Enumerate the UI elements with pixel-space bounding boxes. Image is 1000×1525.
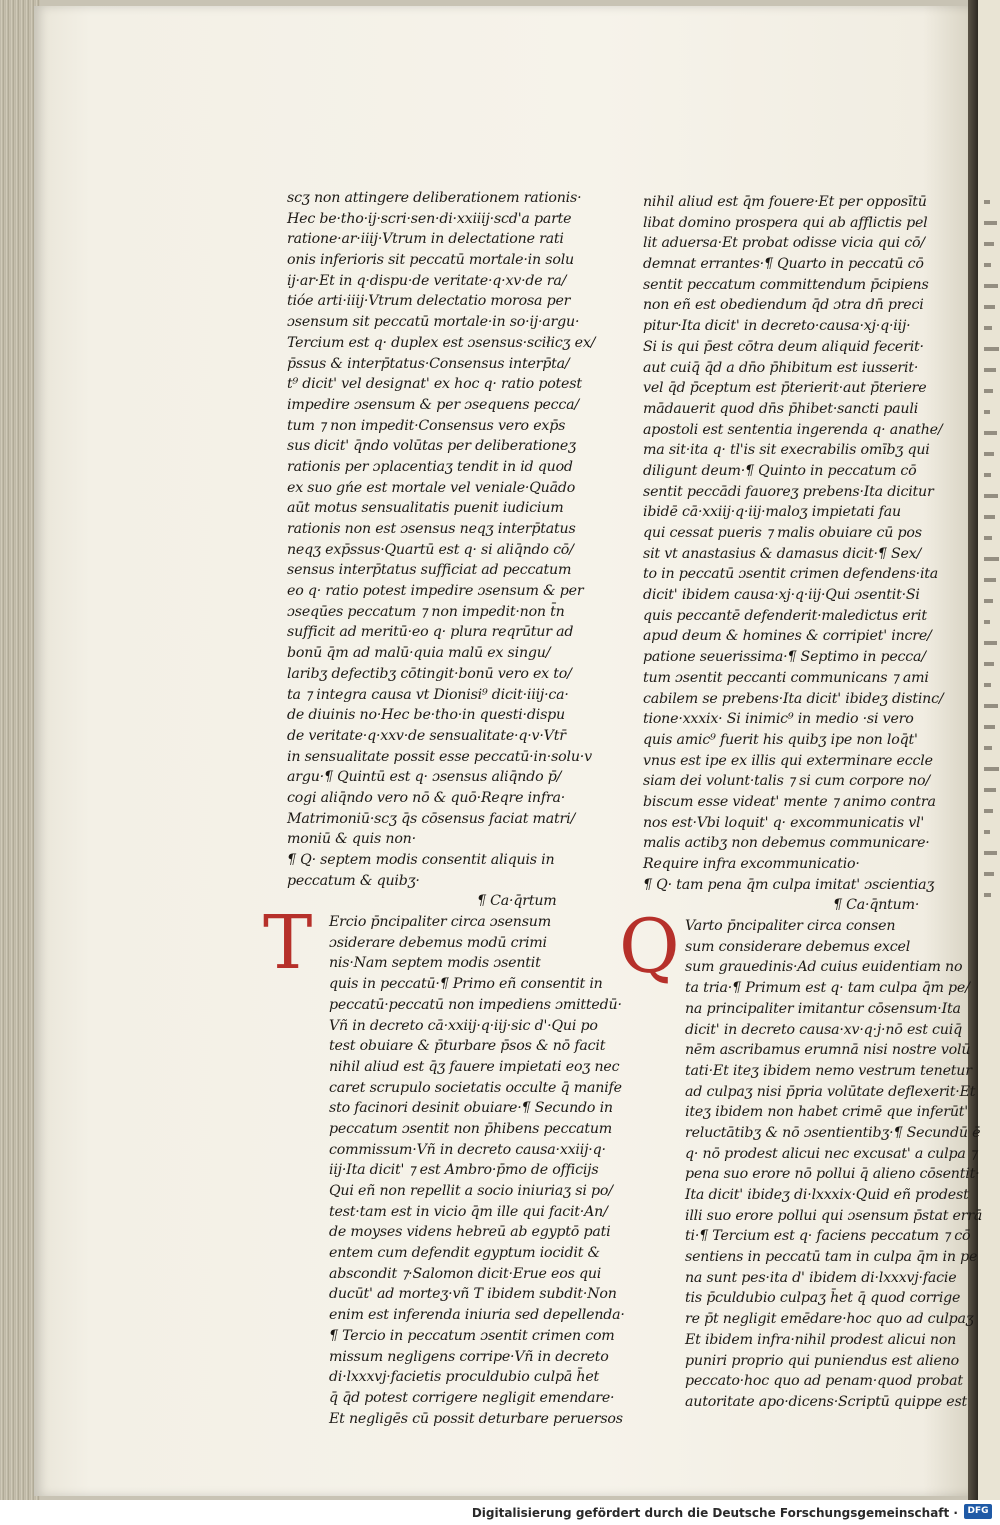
text-line: sto facinori desinit obuiare·¶ Secundo in xyxy=(329,1100,613,1117)
facing-page-text-fragment xyxy=(984,410,990,414)
text-line: ad culpaʒ nisi p̄pria volūtate deflexerit·Et xyxy=(685,1083,976,1100)
text-line: sentit peccatum committendum p̄cipiens xyxy=(643,276,929,293)
text-line: pena suo erore nō pollui q̄ alieno cōsentit· xyxy=(685,1166,980,1183)
text-line: ex suo gńe est mortale vel veniale·Quādo xyxy=(287,479,576,496)
text-line: ɔsiderare debemus modū crimi xyxy=(329,934,547,951)
text-line: dicit' in decreto causa·xv·q·j·nō est cuiq̄ xyxy=(685,1021,962,1038)
text-line: Require infra excommunicatio· xyxy=(643,856,860,872)
facing-page-text-fragment xyxy=(984,284,998,288)
text-line: q· nō prodest alicui nec excusat' a culpa ⁊ xyxy=(685,1145,977,1162)
text-line: sum grauedinis·Ad cuius euidentiam no xyxy=(685,959,963,976)
text-line: pitur·Ita dicit' in decreto·causa·xj·q·iij· xyxy=(643,318,911,335)
text-line: iij·Ita dicit' ⁊ est Ambro·p̄mo de officijs xyxy=(329,1162,599,1179)
right-column-lines xyxy=(643,192,943,895)
text-line: Qui eñ non repellit a socio iniuriaʒ si po/ xyxy=(329,1183,613,1199)
facing-page-text-fragment xyxy=(984,494,998,498)
text-line: diligunt deum·¶ Quinto in peccatum cō xyxy=(643,462,917,479)
text-line: de veritate·q·xxv·de sensualitate·q·v·Vtr̄ xyxy=(287,727,566,744)
left-text-column xyxy=(263,188,625,1429)
text-line: apud deum & homines & corripiet' incre/ xyxy=(643,628,932,645)
left-column-lines xyxy=(287,188,596,891)
dfg-logo: DFG xyxy=(964,1504,992,1519)
facing-page-text-fragment xyxy=(984,200,990,204)
text-line: tióe arti·iiij·Vtrum delectatio morosa per xyxy=(287,293,571,310)
facing-page-text-fragment xyxy=(984,893,991,897)
right-body-lines xyxy=(643,916,983,1413)
text-line: lit aduersa·Et probat odisse vicia qui cō/ xyxy=(643,235,925,252)
text-line: nos est·Vbi loquit' q· excommunicatis vl' xyxy=(643,814,925,831)
left-body-lines xyxy=(287,912,625,1429)
text-line: commissum·Vñ in decreto causa·xxiij·q· xyxy=(329,1141,606,1158)
text-line: peccato·hoc quo ad penam·quod probat xyxy=(685,1373,963,1390)
facing-page-text-fragment xyxy=(984,725,995,729)
text-line: de diuinis no·Hec be·tho·in questi·dispu xyxy=(287,707,565,724)
next-page-margin xyxy=(978,0,1000,1500)
text-line: quis in peccatū·¶ Primo eñ consentit in xyxy=(329,976,603,993)
text-line: ma sit·ita q· tl'is sit execrabilis omībʒ qui xyxy=(643,442,930,459)
text-line: p̄ssus & interp̄tatus·Consensus interp̄ta/ xyxy=(287,355,570,372)
text-line: de moyses videns hebreū ab egyptō pati xyxy=(329,1224,611,1241)
facing-page-text-fragment xyxy=(984,872,994,876)
footer-bar xyxy=(0,1500,1000,1525)
text-line: ratione·ar·iiij·Vtrum in delectatione rati xyxy=(287,231,564,248)
text-line: quis amic⁹ fuerit his quibʒ ipe non loq̄t' xyxy=(643,731,918,748)
text-line: in sensualitate possit esse peccatū·in·solu·v xyxy=(287,748,592,765)
text-line: vel q̄d p̄ceptum est p̄terierit·aut p̄teriere xyxy=(643,380,927,397)
facing-page-text-fragment xyxy=(984,431,997,435)
text-line: sentiens in peccatū tam in culpa q̄m in pe xyxy=(685,1249,978,1266)
text-line: ¶ Q· septem modis consentit aliquis in xyxy=(287,852,555,868)
text-line: ibidē cā·xxiij·q·iij·maloʒ impietati fau xyxy=(643,504,901,521)
text-line: illi suo erore pollui qui ɔsensum p̄stat errā xyxy=(685,1207,983,1224)
text-line: Si is qui p̄est cōtra deum aliquid fecerit· xyxy=(643,338,924,355)
text-line: sensus interp̄tatus sufficiat ad peccatum xyxy=(287,562,572,579)
text-line: tati·Et iteʒ ibidem nemo vestrum tenetur xyxy=(685,1062,972,1079)
text-line: ducūt' ad morteʒ·vñ T ibidem subdit·Non xyxy=(329,1286,617,1303)
text-line: tum ɔsentit peccanti communicans ⁊ ami xyxy=(643,669,929,686)
text-line: aut cuiq̄ q̄d a dn̄o p̄hibitum est iusserit· xyxy=(643,359,919,376)
text-line: ti·¶ Tercium est q· faciens peccatum ⁊ cō xyxy=(685,1228,971,1245)
text-line: tum ⁊ non impedit·Consensus vero exp̄s xyxy=(287,417,566,434)
text-line: impedire ɔsensum & per ɔsequens pecca/ xyxy=(287,396,580,413)
text-line: t⁹ dicit' vel designat' ex hoc q· ratio potest xyxy=(287,376,582,393)
text-line: nihil aliud est q̄m fouere·Et per opposītū xyxy=(643,194,927,210)
text-line: aūt motus sensualitatis puenit iudicium xyxy=(287,500,564,517)
text-line: reluctātibʒ & nō ɔsentientibʒ·¶ Secundū ē xyxy=(685,1124,981,1141)
facing-page-text-fragment xyxy=(984,221,997,225)
text-line: quis peccantē defenderit·maledictus erit xyxy=(643,607,927,624)
right-text-column xyxy=(619,192,983,1413)
text-line: Matrimoniū·scʒ q̄s cōsensus faciat matri/ xyxy=(287,810,576,827)
facing-page-text-fragment xyxy=(984,767,999,771)
text-line: autoritate apo·dicens·Scriptū quippe est xyxy=(685,1393,968,1410)
facing-page-text-fragment xyxy=(984,746,992,750)
facing-page-text-fragment xyxy=(984,536,992,540)
text-line: libat domino prospera qui ab afflictis pel xyxy=(643,214,928,231)
text-line: rationis per ɔplacentiaʒ tendit in id quod xyxy=(287,458,573,475)
text-line: test obuiare & p̄turbare p̄sos & nō facit xyxy=(329,1038,606,1055)
text-line: argu·¶ Quintū est q· ɔsensus aliq̄ndo p̄/ xyxy=(287,769,562,786)
text-line: ta ⁊ integra causa vt Dionisi⁹ dicit·iiij·ca· xyxy=(287,686,569,703)
text-line: Tercium est q· duplex est ɔsensus·sciłicʒ ex/ xyxy=(287,334,596,351)
text-line: ij·ar·Et in q·dispu·de veritate·q·xv·de ra/ xyxy=(287,272,567,289)
text-line: apostoli est sententia ingerenda q· anathe/ xyxy=(643,421,943,438)
rubricated-initial-right: Q xyxy=(619,904,680,991)
text-line: ɔsensum sit peccatū mortale·in so·ij·argu· xyxy=(287,314,580,331)
facing-page-text-fragment xyxy=(984,305,995,309)
text-line: di·lxxxvj·facietis proculdubio culpā h̄et xyxy=(329,1369,600,1386)
text-line: nis·Nam septem modis ɔsentit xyxy=(329,955,541,972)
text-line: ɔseqūes peccatum ⁊ non impedit·non t̄n xyxy=(287,603,565,620)
facing-page-text-fragment xyxy=(984,641,997,645)
text-line: Hec be·tho·ij·scri·sen·di·xxiiij·scd'a parte xyxy=(287,210,572,227)
text-line: sit vt anastasius & damasus dicit·¶ Sex/ xyxy=(643,545,922,562)
facing-page-text-fragment xyxy=(984,389,993,393)
text-line: scʒ non attingere deliberationem rationis· xyxy=(287,190,582,206)
facing-page-text-fragment xyxy=(984,452,994,456)
facing-page-text-fragment xyxy=(984,620,990,624)
text-line: Varto p̄ncipaliter circa consen xyxy=(685,918,896,935)
text-line: laribʒ defectibʒ cōtingit·bonū vero ex to/ xyxy=(287,665,572,682)
text-line: tis p̄culdubio culpaʒ h̄et q̄ quod corrige xyxy=(685,1290,961,1307)
text-line: nēm ascribamus erumnā nisi nostre volū xyxy=(685,1042,971,1059)
chapter-heading-right: ¶ Ca·q̄ntum· xyxy=(833,897,920,914)
rubricated-initial-left: T xyxy=(263,900,313,987)
text-line: puniri proprio qui puniendus est alieno xyxy=(685,1352,959,1369)
text-line: bonū q̄m ad malū·quia malū ex singu/ xyxy=(287,645,551,662)
text-line: enim est inferenda iniuria sed depellenda· xyxy=(329,1307,625,1324)
facing-page-text-fragment xyxy=(984,263,991,267)
facing-page-text-fragment xyxy=(984,662,994,666)
text-line: tione·xxxix· Si inimic⁹ in medio ·si vero xyxy=(643,711,914,728)
text-line: q̄ q̄d potest corrigere negligit emendare· xyxy=(329,1389,615,1406)
text-line: peccatū·peccatū non impediens ɔmittedū· xyxy=(329,996,622,1013)
funding-credit-text: Digitalisierung gefördert durch die Deutsche Forschungsgemeinschaft · xyxy=(471,1506,958,1520)
text-line: peccatum ɔsentit non p̄hibens peccatum xyxy=(329,1120,613,1137)
facing-page-text-fragment xyxy=(984,788,996,792)
text-line: biscum esse videat' mente ⁊ animo contra xyxy=(643,793,936,810)
text-line: re p̄t negligit emēdare·hoc quo ad culpaʒ xyxy=(685,1311,974,1328)
facing-page-text-fragment xyxy=(984,515,995,519)
text-line: non eñ est obediendum q̄d ɔtra dn̄ preci xyxy=(643,297,924,314)
text-line: dicit' ibidem causa·xj·q·iij·Qui ɔsentit·Si xyxy=(643,587,920,604)
text-line: Et ibidem infra·nihil prodest alicui non xyxy=(685,1331,957,1348)
text-line: qui cessat pueris ⁊ malis obuiare cū pos xyxy=(643,525,922,541)
text-line: patione seuerissima·¶ Septimo in pecca/ xyxy=(643,649,926,666)
text-line: nihil aliud est q̄ʒ fauere impietati eoʒ nec xyxy=(329,1058,620,1075)
facing-page-text-fragment xyxy=(984,830,990,834)
facing-page-text-fragment xyxy=(984,599,993,603)
chapter-heading-left: ¶ Ca·q̄rtum xyxy=(477,893,557,910)
text-line: to in peccatū ɔsentit crimen defendens·ita xyxy=(643,566,939,583)
text-line: Vñ in decreto cā·xxiij·q·iij·sic d'·Qui po xyxy=(329,1017,598,1034)
text-line: moniū & quis non· xyxy=(287,831,416,848)
facing-page-text-fragment xyxy=(984,473,991,477)
text-line: malis actibʒ non debemus communicare· xyxy=(643,835,930,852)
text-line: Ita dicit' ibideʒ di·lxxxix·Quid eñ prodest xyxy=(685,1187,969,1203)
text-line: cabilem se prebens·Ita dicit' ibideʒ distinc/ xyxy=(643,690,944,707)
text-line: rationis non est ɔsensus neqʒ interp̄tatus xyxy=(287,521,576,537)
text-line: mādauerit quod dn̄s p̄hibet·sancti pauli xyxy=(643,400,919,417)
text-line: sum considerare debemus excel xyxy=(685,938,911,955)
text-line: na sunt pes·ita d' ibidem di·lxxxvj·facie xyxy=(685,1269,957,1286)
facing-page-text-fragment xyxy=(984,683,991,687)
text-line: cogi aliq̄ndo vero nō & quō·Reqre infra· xyxy=(287,789,566,806)
facing-page-text-fragment xyxy=(984,326,992,330)
text-line: Ercio p̄ncipaliter circa ɔsensum xyxy=(329,914,551,931)
facing-page-text-fragment xyxy=(984,851,997,855)
text-line: eo q· ratio potest impedire ɔsensum & per xyxy=(287,583,584,600)
text-line: ta tria·¶ Primum est q· tam culpa q̄m pe/ xyxy=(685,980,970,997)
text-line: vnus est ipe ex illis qui exterminare eccle xyxy=(643,752,933,769)
book-gutter xyxy=(968,0,978,1500)
text-line: caret scrupulo societatis occulte q̄ manife xyxy=(329,1079,622,1096)
facing-page-text-fragment xyxy=(984,347,999,351)
text-line: sufficit ad meritū·eo q· plura reqrūtur ad xyxy=(287,624,574,641)
text-line: test·tam est in vicio q̄m ille qui facit·An/ xyxy=(329,1203,608,1220)
text-line: Et negligēs cū possit deturbare peruersos xyxy=(329,1410,623,1427)
text-line: na principaliter imitantur cōsensum·Ita xyxy=(685,1000,961,1017)
text-line: entem cum defendit egyptum iocidit & xyxy=(329,1245,600,1262)
facing-page-text-fragment xyxy=(984,242,994,246)
facing-page-text-fragment xyxy=(984,557,999,561)
facing-page-text-fragment xyxy=(984,704,998,708)
text-line: siam dei volunt·talis ⁊ si cum corpore no/ xyxy=(643,773,930,790)
text-line: iteʒ ibidem non habet crimē que inferūt' xyxy=(685,1104,968,1121)
text-line: onis inferioris sit peccatū mortale·in solu xyxy=(287,252,574,269)
text-line: missum negligens corripe·Vñ in decreto xyxy=(329,1348,609,1365)
facing-page-text-fragment xyxy=(984,368,996,372)
text-line: sentit peccādi fauoreʒ prebens·Ita dicitur xyxy=(643,483,934,500)
text-line: neqʒ exp̄ssus·Quartū est q· si aliq̄ndo cō/ xyxy=(287,541,574,558)
text-line: abscondit ⁊·Salomon dicit·Erue eos qui xyxy=(329,1265,602,1282)
text-line: sus dicit' q̄ndo volūtas per deliberationeʒ xyxy=(287,438,576,455)
text-line: ¶ Q· tam pena q̄m culpa imitat' ɔscientiaʒ xyxy=(643,876,935,893)
text-line: ¶ Tercio in peccatum ɔsentit crimen com xyxy=(329,1327,615,1344)
text-line: peccatum & quibʒ· xyxy=(287,872,420,889)
text-line: demnat errantes·¶ Quarto in peccatū cō xyxy=(643,256,924,273)
facing-page-text-fragment xyxy=(984,578,996,582)
facing-page-text-fragment xyxy=(984,809,993,813)
